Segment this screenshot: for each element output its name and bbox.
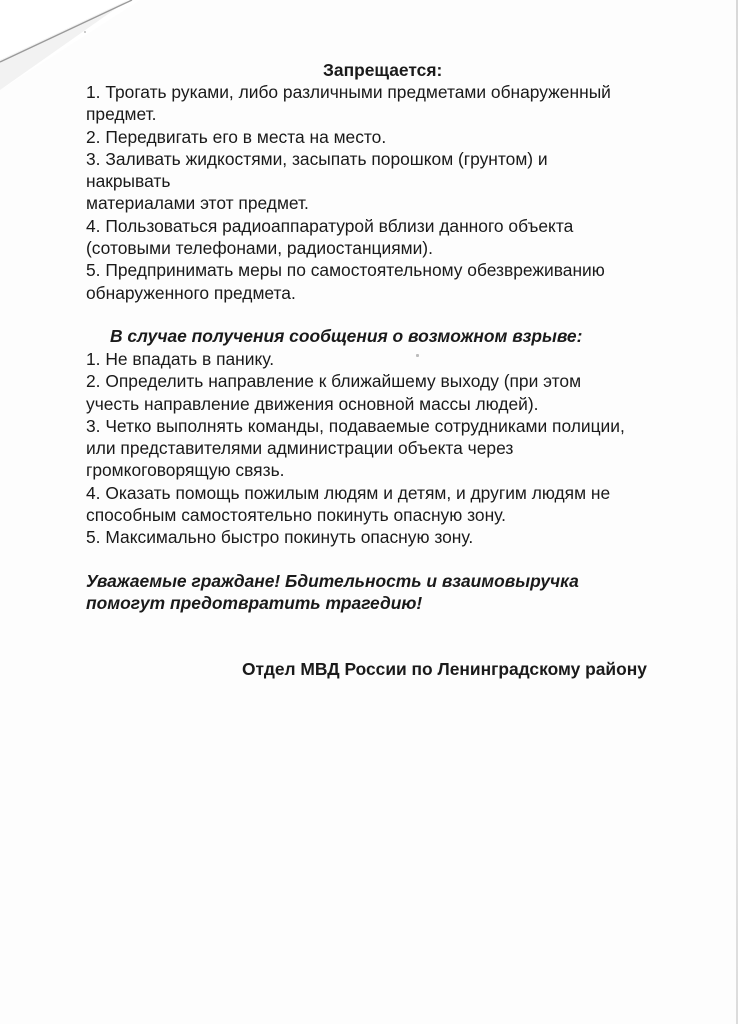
list-item: 4. Пользоваться радиоаппаратурой вблизи данного объекта — [86, 215, 574, 236]
list-item: учесть направление движения основной массы людей). — [86, 393, 539, 414]
scan-speck — [416, 354, 419, 357]
explosion-heading: В случае получения сообщения о возможном взрыве: — [110, 326, 583, 346]
list-item: материалами этот предмет. — [86, 193, 309, 214]
list-item: обнаруженного предмета. — [86, 282, 296, 303]
list-item: 3. Четко выполнять команды, подаваемые сотрудниками полиции, — [86, 415, 625, 436]
prohibited-list — [86, 81, 706, 304]
department-signature: Отдел МВД России по Ленинградскому району — [242, 659, 647, 679]
appeal-line: Уважаемые граждане! Бдительность и взаимовыручка — [86, 571, 579, 591]
folded-corner — [0, 0, 140, 90]
list-item: или представителями администрации объекта через — [86, 438, 514, 459]
list-item: 5. Максимально быстро покинуть опасную зону. — [86, 527, 474, 548]
scan-speck — [84, 31, 86, 33]
list-item: 2. Определить направление к ближайшему выходу (при этом — [86, 371, 582, 392]
explosion-list — [86, 348, 706, 549]
list-item: 4. Оказать помощь пожилым людям и детям, и другим людям не — [86, 482, 611, 503]
list-item: 2. Передвигать его в места на место. — [86, 126, 387, 147]
list-item: накрывать — [86, 171, 171, 192]
list-item: 5. Предпринимать меры по самостоятельному обезвреживанию — [86, 260, 605, 281]
list-item: способным самостоятельно покинуть опасную зону. — [86, 505, 506, 526]
citizens-appeal — [86, 570, 579, 615]
list-item: предмет. — [86, 104, 157, 125]
list-item: 3. Заливать жидкостями, засыпать порошком (грунтом) и — [86, 148, 548, 169]
appeal-line: помогут предотвратить трагедию! — [86, 593, 423, 614]
list-item: 1. Не впадать в панику. — [86, 349, 275, 369]
list-item: (сотовыми телефонами, радиостанциями). — [86, 238, 433, 259]
list-item: 1. Трогать руками, либо различными предметами обнаруженный — [86, 82, 611, 102]
prohibited-heading: Запрещается: — [323, 60, 443, 80]
list-item: громкоговорящую связь. — [86, 460, 285, 481]
